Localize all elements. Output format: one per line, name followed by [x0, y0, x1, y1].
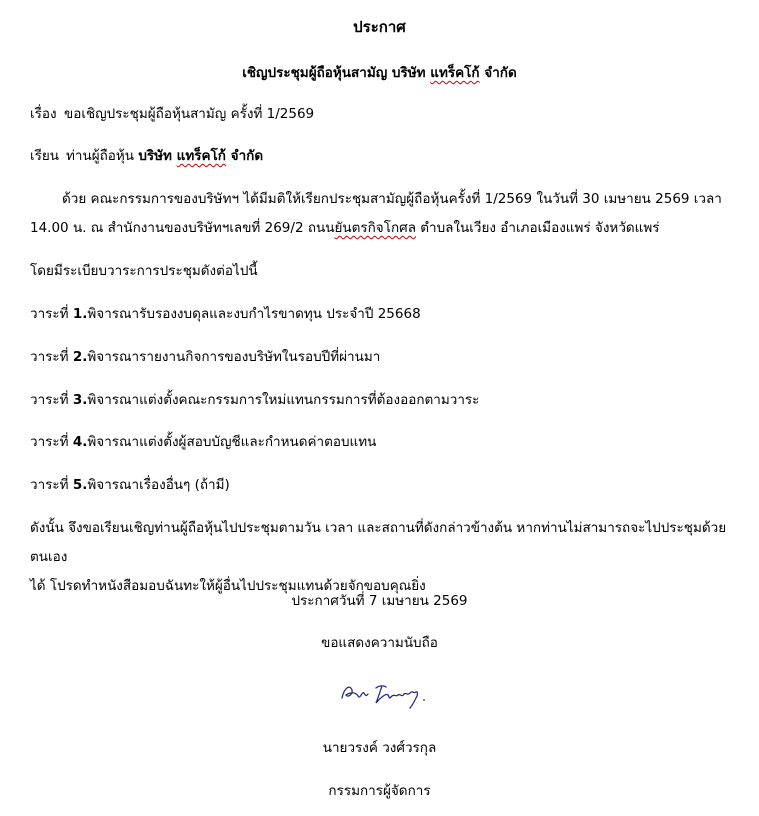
agenda-number: 4.: [72, 434, 88, 450]
subtitle-company-name: แทร็คโก้: [430, 65, 480, 81]
agenda-number: 2.: [72, 349, 88, 365]
agenda-item-1: [30, 304, 421, 324]
agenda-text: พิจารณารายงานกิจการของบริษัทในรอบปีที่ผ่านมา: [87, 349, 381, 365]
subject-line: [30, 104, 314, 124]
announce-date: ประกาศวันที่ 7 เมษายน 2569: [291, 593, 468, 609]
recipient-label: เรียน: [30, 148, 60, 164]
intro-line-1: [30, 185, 740, 214]
recipient-text: ท่านผู้ถือหุ้น: [66, 148, 139, 164]
intro-line-2-prefix: 14.00 น. ณ สำนักงานของบริษัทฯเลขที่ 269/2 ถนน: [30, 220, 335, 236]
agenda-text: พิจารณาแต่งตั้งคณะกรรมการใหม่แทนกรรมการที่ต้องออกตามวาระ: [87, 392, 480, 408]
regards-text: ขอแสดงความนับถือ: [321, 635, 438, 651]
recipient-company-name: แทร็คโก้: [176, 148, 226, 164]
intro-line-2-suffix: ตำบลในเวียง อำเภอเมืองแพร่ จังหวัดแพร่: [415, 220, 660, 236]
agenda-text: พิจารณารับรองงบดุลและงบกำไรขาดทุน ประจำปี 25668: [87, 306, 421, 322]
agenda-number: 1.: [72, 306, 88, 322]
agenda-number: 5.: [72, 477, 88, 493]
agenda-label: วาระที่: [30, 477, 73, 493]
agenda-label: วาระที่: [30, 434, 73, 450]
intro-line-2: [30, 214, 740, 243]
agenda-item-4: [30, 432, 376, 452]
agenda-text: พิจารณาแต่งตั้งผู้สอบบัญชีและกำหนดค่าตอบแทน: [87, 434, 377, 450]
recipient-company-prefix: บริษัท: [138, 148, 177, 164]
agenda-label: วาระที่: [30, 306, 73, 322]
page-title: ประกาศ: [353, 18, 406, 36]
signer-title: กรรมการผู้จัดการ: [328, 783, 431, 799]
agenda-item-2: [30, 347, 380, 367]
signer-name: นายวรงค์ วงศ์วรกุล: [322, 740, 437, 756]
subtitle: [0, 63, 759, 83]
agenda-item-3: [30, 390, 479, 410]
signature-image: [338, 676, 434, 716]
closing-line-1: ดังนั้น จึงขอเรียนเชิญท่านผู้ถือหุ้นไปประชุมตามวัน เวลา และสถานที่ดังกล่าวข้างต้น หากท่านไม่สามารถจะไปประชุมด้วยตนเอง: [30, 520, 727, 565]
agenda-number: 3.: [72, 392, 88, 408]
signature-scribble: [338, 676, 434, 712]
recipient-line: [30, 146, 263, 166]
agenda-text: พิจารณาเรื่องอื่นๆ (ถ้ามี): [87, 477, 230, 493]
agenda-label: วาระที่: [30, 349, 73, 365]
intro-street-name: ยันตรกิจโกศล: [334, 220, 416, 236]
recipient-company-suffix: จำกัด: [225, 148, 264, 164]
closing-line-2: ได้ โปรดทำหนังสือมอบฉันทะให้ผู้อื่นไปประชุมแทนด้วยจักขอบคุณยิ่ง: [30, 578, 426, 594]
intro-paragraph: [30, 185, 740, 243]
closing-paragraph: [30, 514, 740, 601]
agenda-item-5: [30, 475, 230, 495]
agenda-intro: โดยมีระเบียบวาระการประชุมดังต่อไปนี้: [30, 263, 258, 279]
intro-line-1-text: ด้วย คณะกรรมการของบริษัทฯ ได้มีมติให้เรียกประชุมสามัญผู้ถือหุ้นครั้งที่ 1/2569 ในวันที่ 30 เมษายน 2569 เวลา: [62, 191, 722, 207]
subtitle-suffix: จำกัด: [479, 65, 517, 81]
subject-label: เรื่อง: [30, 106, 57, 122]
agenda-label: วาระที่: [30, 392, 73, 408]
subtitle-prefix: เชิญประชุมผู้ถือหุ้นสามัญ บริษัท: [242, 65, 431, 81]
subject-text: ขอเชิญประชุมผู้ถือหุ้นสามัญ ครั้งที่ 1/2569: [64, 106, 315, 122]
